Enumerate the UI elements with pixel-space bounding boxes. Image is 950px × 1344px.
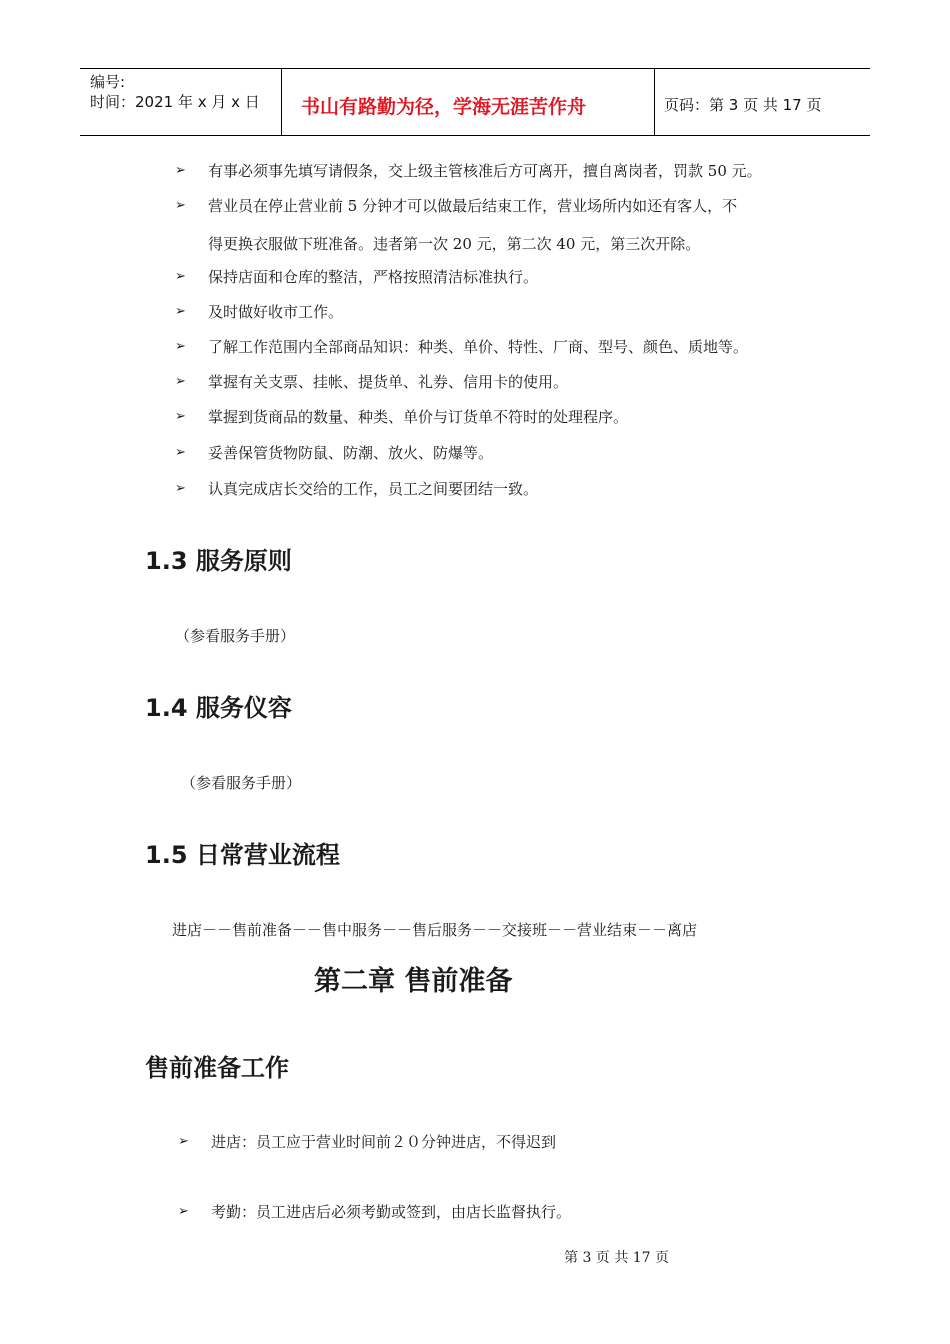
section-heading-1-4: 1.4 服务仪容 xyxy=(145,694,292,722)
arrow-bullet-icon: ➢ xyxy=(175,269,186,284)
section-1-4-reference: （参看服务手册） xyxy=(181,774,302,792)
list-item-text: 认真完成店长交给的工作，员工之间要团结一致。 xyxy=(208,480,539,498)
arrow-bullet-icon: ➢ xyxy=(175,163,186,178)
header-page-info: 页码：第 3 页 共 17 页 xyxy=(664,96,822,114)
header-motto: 书山有路勤为径，学海无涯苦作舟 xyxy=(301,96,587,118)
arrow-bullet-icon: ➢ xyxy=(175,409,186,424)
arrow-bullet-icon: ➢ xyxy=(175,374,186,389)
header-divider-left xyxy=(281,68,282,136)
list-item-text: 及时做好收市工作。 xyxy=(208,303,344,321)
business-flow-text: 进店－－售前准备－－售中服务－－售后服务－－交接班－－营业结束－－离店 xyxy=(172,921,698,939)
list-item-continuation: 得更换衣服做下班准备。违者第一次 20 元，第二次 40 元，第三次开除。 xyxy=(208,235,701,253)
list-item-text: 保持店面和仓库的整洁，严格按照清洁标准执行。 xyxy=(208,268,539,286)
arrow-bullet-icon: ➢ xyxy=(175,339,186,354)
list-item-text: 掌握有关支票、挂帐、提货单、礼券、信用卡的使用。 xyxy=(208,373,569,391)
presale-heading: 售前准备工作 xyxy=(145,1054,289,1082)
arrow-bullet-icon: ➢ xyxy=(175,198,186,213)
header-divider-right xyxy=(654,68,655,136)
section-1-3-reference: （参看服务手册） xyxy=(175,627,296,645)
section-heading-1-5: 1.5 日常营业流程 xyxy=(145,841,340,869)
list-item-text: 进店：员工应于营业时间前２０分钟进店，不得迟到 xyxy=(211,1133,557,1151)
document-number-label: 编号: xyxy=(90,73,126,91)
list-item-text: 考勤：员工进店后必须考勤或签到，由店长监督执行。 xyxy=(211,1203,572,1221)
section-heading-1-3: 1.3 服务原则 xyxy=(145,547,292,575)
header-bottom-rule xyxy=(80,135,870,136)
list-item-text: 掌握到货商品的数量、种类、单价与订货单不符时的处理程序。 xyxy=(208,408,629,426)
arrow-bullet-icon: ➢ xyxy=(178,1134,189,1149)
arrow-bullet-icon: ➢ xyxy=(175,445,186,460)
list-item-text: 营业员在停止营业前 5 分钟才可以做最后结束工作，营业场所内如还有客人，不 xyxy=(208,197,738,215)
page-footer: 第 3 页 共 17 页 xyxy=(564,1250,669,1266)
arrow-bullet-icon: ➢ xyxy=(178,1204,189,1219)
arrow-bullet-icon: ➢ xyxy=(175,481,186,496)
document-date: 时间：2021 年 x 月 x 日 xyxy=(90,93,260,111)
chapter-title: 第二章 售前准备 xyxy=(314,966,513,997)
arrow-bullet-icon: ➢ xyxy=(175,304,186,319)
list-item-text: 了解工作范围内全部商品知识：种类、单价、特性、厂商、型号、颜色、质地等。 xyxy=(208,338,749,356)
list-item-text: 妥善保管货物防鼠、防潮、放火、防爆等。 xyxy=(208,444,494,462)
list-item-text: 有事必须事先填写请假条，交上级主管核准后方可离开，擅自离岗者，罚款 50 元。 xyxy=(208,162,762,180)
header-top-rule xyxy=(80,68,870,69)
